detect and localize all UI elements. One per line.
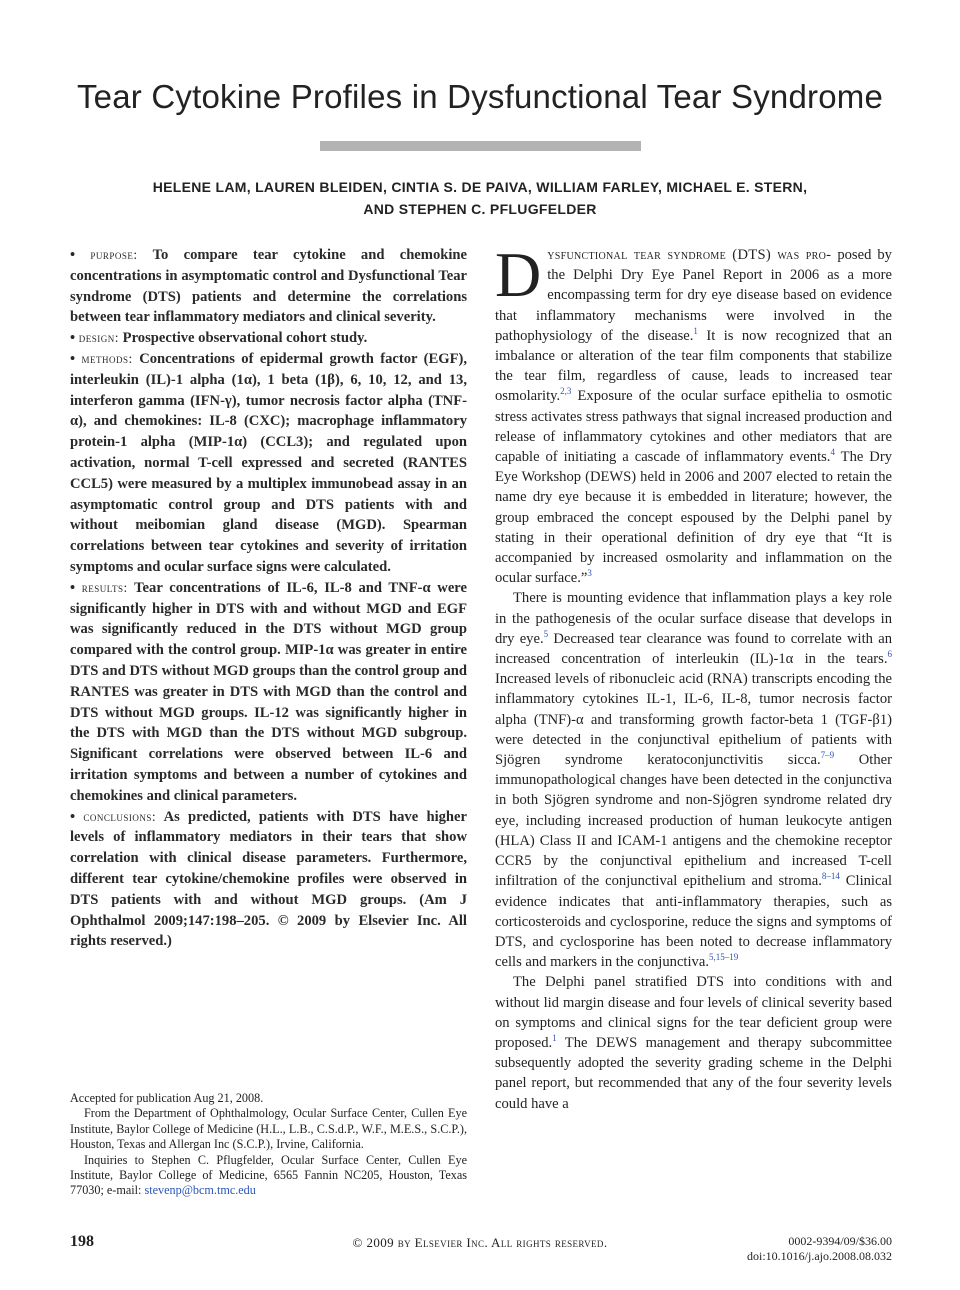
body-text-span: Other immunopathological changes have been detected in the conjunctiva in both Sjögren syndrome and non-Sjögren syndrome related dry eye, including increased production of human leukocyte antigen (HLA) Class II and ICAM-1 antigens and the chemokine receptor CCR5 by the conjunctival epithelium and increased T-cell infiltration of the conjunctival epithelium and stroma. [495,752,892,890]
body-paragraph-1 [495,239,893,588]
methods-label: methods: [81,350,133,366]
bullet-icon: • [70,247,91,263]
abstract-results [70,578,467,807]
body-text-span: Decreased tear clearance was found to correlate with an increased concentration of interleukin (IL)-1α in the tears. [495,630,892,668]
body-paragraph-3 [495,972,892,1113]
design-label: design: [78,330,120,346]
lead-in-caps: ysfunctional tear syndrome (DTS) was pro- [547,247,832,263]
author-line-2: AND STEPHEN C. PFLUGFELDER [363,201,597,217]
citation-link[interactable]: 5,15–19 [708,952,739,963]
body-text-span: There is mounting evidence that inflammation plays a key role in the pathogenesis of the ocular surface disease that develops in dry eye. [495,590,892,647]
conclusions-label: conclusions: [83,808,157,824]
body-text-span: Exposure of the ocular surface epithelia to osmotic stress activates stress pathways that signal increased production and release of inflammatory cytokines and other mediators that are capable of initiating a cascade of inflammatory events. [495,388,892,466]
issn-price: 0002-9394/09/$36.00 [788,1234,892,1248]
citation-link[interactable]: 5 [543,629,549,639]
copyright-notice: © 2009 by Elsevier Inc. All rights reserved. [352,1235,608,1250]
body-text-span: Clinical evidence indicates that anti-inflammatory therapies, such as corticosteroids and cyclosporine, reduce the signs and symptoms of DTS, and cyclosporine has been noted to decrease inflammatory cells and markers in the conjunctiva. [495,873,892,971]
body-text-span: The Delphi panel stratified DTS into conditions with and without lid margin disease and four levels of clinical severity based on symptoms and clinical signs for the tear deficient group were proposed. [495,974,892,1051]
article-title: Tear Cytokine Profiles in Dysfunctional Tear Syndrome [76,78,884,115]
bullet-icon: • [70,350,82,367]
bullet-icon: • [70,330,79,347]
citation-link[interactable]: 1 [552,1033,557,1044]
author-line-1: HELENE LAM, LAUREN BLEIDEN, CINTIA S. DE PAIVA, WILLIAM FARLEY, MICHAEL E. STERN, [152,179,808,195]
citation-link[interactable]: 7–9 [820,750,835,761]
body-text-span: It is now recognized that an imbalance or alteration of the tear film components that stabilize the tear film, regardless of cause, leads to increased tear osmolarity. [495,327,893,405]
footnote-accepted: Accepted for publication Aug 21, 2008. [70,1091,264,1105]
design-text: Prospective observational cohort study. [122,330,368,347]
results-label: results: [81,579,128,595]
footnotes [70,1091,467,1199]
body-text-span: posed by the Delphi Dry Eye Panel Report in 2006 as a more encompassing term for dry eye disease based on evidence that inflammatory mechanisms were involved in the pathophysiology of the disease. [495,247,892,344]
article-identifiers [747,1234,892,1264]
citation-link[interactable]: 8–14 [821,871,840,882]
body-paragraph-2 [495,588,892,972]
purpose-label: purpose: [90,247,138,262]
footnote-inquiries [70,1153,467,1199]
title-divider-bar [320,141,641,151]
body-text-span: The Dry Eye Workshop (DEWS) held in 2006 and 2007 elected to retain the name dry eye because it is embedded in literature; however, the group embraced the concept espoused by the Delphi panel by stating in their operational definition of dry eye that “It is accompanied by increased osmolarity and inflammation on the ocular surface.” [495,449,893,587]
results-text: Tear concentrations of IL-6, IL-8 and TNF-α were significantly higher in DTS with and without MGD and EGF was significantly reduced in the DTS without MGD group compared with the control group. MIP-1α was greater in entire DTS and DTS without MGD groups than the control group and RANTES was greater in DTS with MGD than the control and DTS without MGD groups. IL-12 was significantly higher in the DTS with MGD than the DTS without MGD subgroup. Significant correlations were observed between IL-6 and irritation symptoms and between a number of cytokines and chemokines and clinical parameters. [70,579,467,804]
author-list [60,176,900,220]
abstract-methods [70,349,467,578]
doi[interactable]: doi:10.1016/j.ajo.2008.08.032 [747,1249,892,1263]
bullet-icon: • [70,808,84,825]
methods-text: Concentrations of epidermal growth factor (EGF), interleukin (IL)-1 alpha (1α), 1 beta (1β), 6, 10, 12, and 13, interferon gamma (IFN-γ), tumor necrosis factor alpha (TNF-α), and chemokines: IL-8 (CXC); macrophage inflammatory protein-1 alpha (MIP-1α) (CCL3); and regulated upon activation, normal T-cell expressed and secreted (RANTES CCL5) were measured by a multiplex immunobead assay in an asymptomatic control group and DTS patients with and without meibomian gland disease (MGD). Spearman correlations between tear cytokines and severity of irritation symptoms and ocular surface signs were calculated. [70,350,467,575]
citation-link[interactable]: 4 [830,447,835,458]
abstract-conclusions [70,807,467,953]
abstract-design [70,328,467,349]
email-link[interactable]: stevenp@bcm.tmc.edu [144,1183,256,1198]
citation-link[interactable]: 3 [587,568,592,579]
body-text [495,239,893,1114]
page-number: 198 [70,1233,94,1250]
citation-link[interactable]: 1 [693,325,698,336]
drop-cap: D [495,239,542,310]
citation-link[interactable]: 2,3 [560,386,572,397]
conclusions-text: As predicted, patients with DTS have higher levels of inflammatory mediators in their tears that show correlation with clinical disease parameters. Furthermore, different tear cytokine/chemokine profiles were observed in DTS patients with and without MGD groups. (Am J Ophthalmol 2009;147:198–205. © 2009 by Elsevier Inc. All rights reserved.) [70,808,467,950]
abstract-purpose [70,245,467,328]
inquiries-text: Inquiries to Stephen C. Pflugfelder, Ocular Surface Center, Cullen Eye Institute, Baylor College of Medicine, 6565 Fannin NC205, Houston, Texas 77030; e-mail: [70,1152,467,1198]
purpose-text: To compare tear cytokine and chemokine concentrations in asymptomatic control and Dysfunctional Tear syndrome (DTS) patients and determine the correlations between tear inflammatory mediators and clinical severity. [70,247,468,326]
bullet-icon: • [70,579,82,596]
abstract [70,245,467,952]
body-text-span: The DEWS management and therapy subcommittee subsequently adopted the severity grading scheme in the Delphi panel report, but recommended that any of the four severity levels could have a [495,1034,892,1112]
citation-link[interactable]: 6 [887,649,892,660]
body-text-span: Increased levels of ribonucleic acid (RNA) transcripts encoding the inflammatory cytokines IL-1, IL-6, IL-8, tumor necrosis factor alpha (TNF)-α and transforming growth factor-beta 1 (TGF-β1) were detected in the conjunctival epithelium of patients with Sjögren syndrome keratoconjunctivitis sicca. [495,671,892,769]
footnote-affiliation: From the Department of Ophthalmology, Ocular Surface Center, Cullen Eye Institute, Baylor College of Medicine (H.L., L.B., C.S.d.P., W.F., M.E.S., S.C.P.), Houston, Texas and Allergan Inc (S.C.P.), Irvine, California. [70,1106,467,1152]
